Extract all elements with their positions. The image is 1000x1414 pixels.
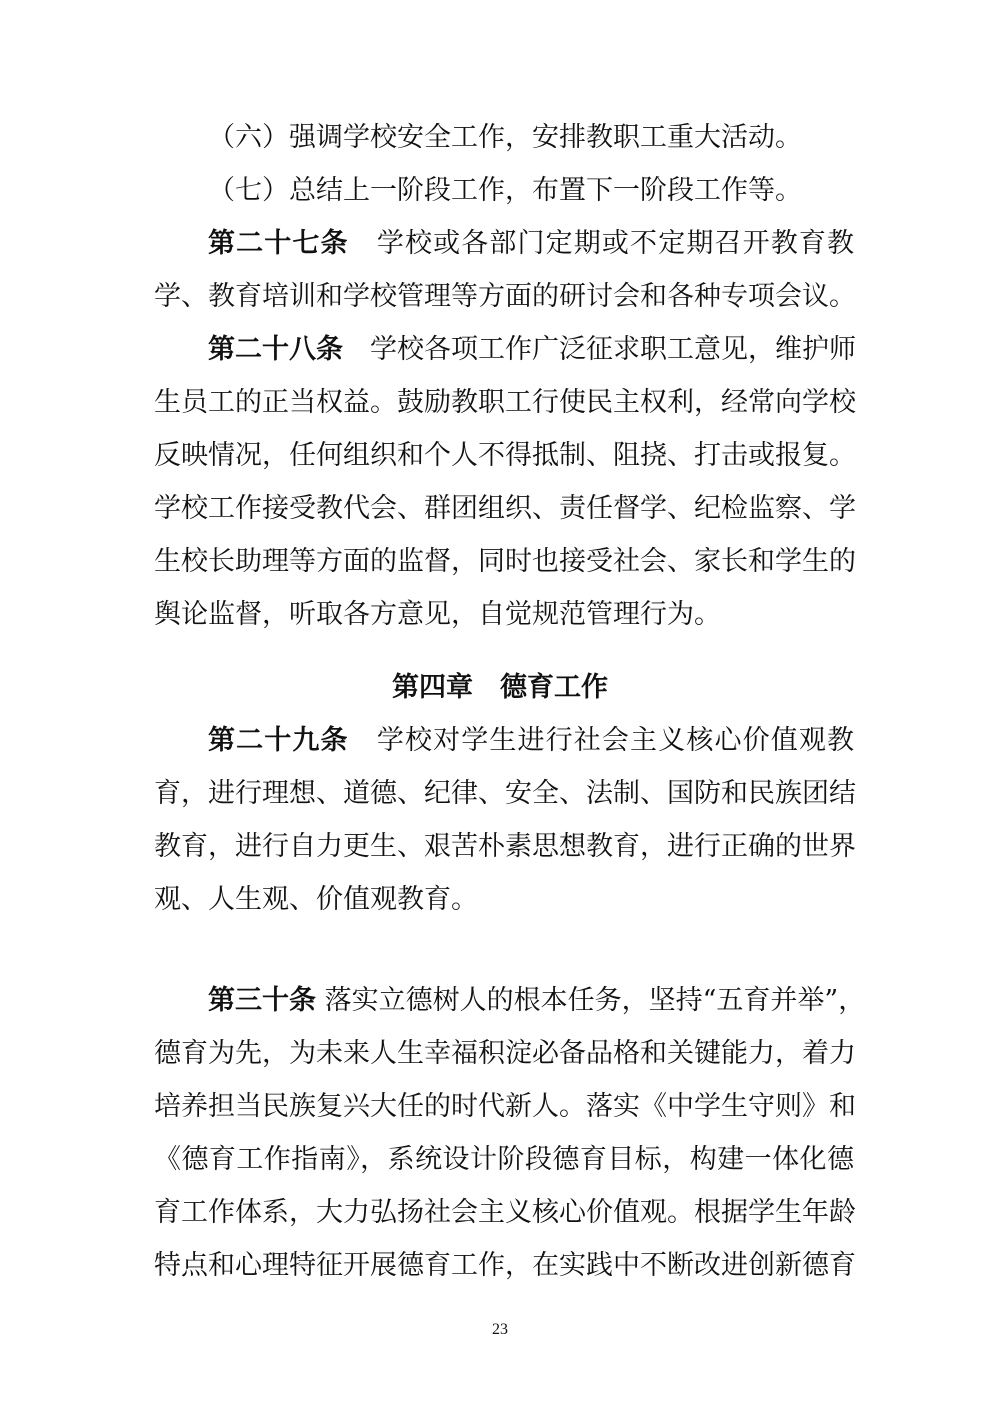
article-30-first-line (208, 981, 866, 1021)
article-30-line: 德育为先，为未来人生幸福积淀必备品格和关键能力，着力 (154, 1038, 856, 1069)
article-30-line: 《德育工作指南》，系统设计阶段德育目标，构建一体化德 (154, 1144, 854, 1175)
article-28-text: 学校各项工作广泛征求职工意见，维护师 (370, 334, 856, 365)
article-28-heading: 第二十八条 (208, 334, 343, 365)
chapter-title: 第四章 德育工作 (392, 672, 608, 703)
article-28-line: 生员工的正当权益。鼓励教职工行使民主权利，经常向学校 (154, 387, 856, 418)
article-30-line: 育工作体系，大力弘扬社会主义核心价值观。根据学生年龄 (154, 1197, 856, 1228)
article-28-first-line (208, 330, 854, 370)
article-28-line: 生校长助理等方面的监督，同时也接受社会、家长和学生的 (154, 546, 856, 577)
article-30-heading: 第三十条 (208, 985, 316, 1016)
article-29-line: 教育，进行自力更生、艰苦朴素思想教育，进行正确的世界 (154, 831, 856, 862)
item-7: （七）总结上一阶段工作，布置下一阶段工作等。 (208, 175, 802, 206)
article-29-line: 育，进行理想、道德、纪律、安全、法制、国防和民族团结 (154, 778, 856, 809)
article-29-text: 学校对学生进行社会主义核心价值观教 (376, 725, 855, 756)
article-29-line: 观、人生观、价值观教育。 (154, 884, 478, 915)
article-30-text: 落实立德树人的根本任务，坚持“五育并举”， (324, 985, 866, 1016)
article-27-heading: 第二十七条 (208, 228, 349, 259)
article-30-line: 特点和心理特征开展德育工作，在实践中不断改进创新德育 (154, 1250, 856, 1281)
article-27-text: 学校或各部门定期或不定期召开教育教 (376, 228, 855, 259)
item-6: （六）强调学校安全工作，安排教职工重大活动。 (208, 122, 802, 153)
article-28-line: 学校工作接受教代会、群团组织、责任督学、纪检监察、学 (154, 493, 856, 524)
article-27-first-line (208, 224, 854, 264)
article-28-line: 反映情况，任何组织和个人不得抵制、阻挠、打击或报复。 (154, 440, 856, 471)
article-30-line: 培养担当民族复兴大任的时代新人。落实《中学生守则》和 (154, 1091, 856, 1122)
article-29-first-line (208, 721, 854, 761)
article-27-line: 学、教育培训和学校管理等方面的研讨会和各种专项会议。 (154, 281, 856, 312)
page-number: 23 (492, 1321, 508, 1338)
article-29-heading: 第二十九条 (208, 725, 349, 756)
article-28-line: 舆论监督，听取各方意见，自觉规范管理行为。 (154, 599, 721, 630)
